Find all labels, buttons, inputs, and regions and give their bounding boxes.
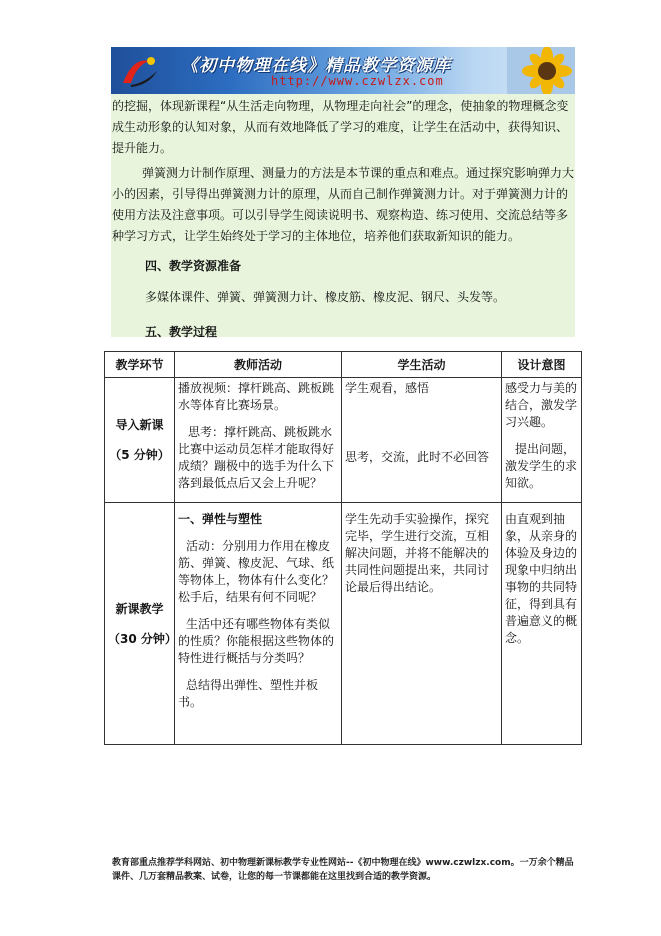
intent-cell [502, 378, 582, 503]
header-student: 学生活动 [342, 352, 502, 378]
table-header-row [105, 352, 582, 378]
intent-cell [502, 503, 582, 745]
section-5-heading: 五、教学过程 [145, 325, 218, 339]
intro-paragraph-2: 弹簧测力计制作原理、测量力的方法是本节课的重点和难点。通过探究影响弹力大小的因素，引导得出弹簧测力计的原理，从而自己制作弹簧测力计。对于弹簧测力计的使用方法及注意事项。可以引导学生阅读说明书、观察构造、练习使用、交流总结等多种学习方式，让学生始终处于学习的主体地位，培养他们获取新知识的能力。 [112, 166, 575, 243]
student-text: 学生先动手实验操作，探究完毕，学生进行交流，互相解决问题，并将不能解决的共同性问题提出来，共同讨论最后得出结论。 [345, 512, 490, 594]
banner-title: 《初中物理在线》精品教学资源库 [181, 56, 451, 76]
intent-text: 感受力与美的结合，激发学习兴趣。 [505, 381, 578, 429]
segment-time: （5 分钟） [109, 448, 170, 462]
banner-url[interactable]: http://www.czwlzx.com [271, 74, 444, 88]
teacher-text: 活动：分别用力作用在橡皮筋、弹簧、橡皮泥、气球、纸等物体上，物体有什么变化？松手后，结果有何不同呢？ [178, 539, 335, 604]
resources-text: 多媒体课件、弹簧、弹簧测力计、橡皮筋、橡皮泥、钢尺、头发等。 [145, 290, 506, 304]
teacher-text: 总结得出弹性、塑性并板书。 [178, 678, 319, 709]
teacher-cell [175, 503, 342, 745]
teacher-text: 播放视频：撑杆跳高、跳板跳水等体育比赛场景。 [178, 381, 335, 412]
student-cell [342, 378, 502, 503]
teacher-cell [175, 378, 342, 503]
table-row [105, 503, 582, 745]
header-segment: 教学环节 [105, 352, 175, 378]
sunflower-icon [507, 47, 575, 94]
section-4-heading: 四、教学资源准备 [145, 259, 242, 273]
site-banner [111, 47, 575, 94]
segment-time: （30 分钟） [108, 631, 177, 646]
site-logo-icon [119, 53, 161, 89]
intent-text: 提出问题，激发学生的求知欲。 [505, 442, 578, 490]
segment-cell [105, 503, 175, 745]
table-row [105, 378, 582, 503]
student-cell [342, 503, 502, 745]
student-text: 学生观看，感悟 [345, 381, 430, 395]
segment-label: 新课教学 [115, 601, 164, 616]
teaching-process-table [104, 351, 582, 745]
segment-cell [105, 378, 175, 503]
intent-text: 由直观到抽象，从亲身的体验及身边的现象中归纳出事物的共同特征，得到具有普遍意义的概念。 [505, 512, 578, 645]
header-teacher: 教师活动 [175, 352, 342, 378]
student-text: 思考，交流，此时不必回答 [345, 450, 490, 464]
intro-paragraph-1: 的挖掘，体现新课程“从生活走向物理，从物理走向社会”的理念，使抽象的物理概念变成生动形象的认知对象，从而有效地降低了学习的难度，让学生在活动中，获得知识、提升能力。 [112, 99, 569, 155]
segment-label: 导入新课 [115, 418, 164, 432]
teacher-text: 思考：撑杆跳高、跳板跳水比赛中运动员怎样才能取得好成绩？蹦极中的选手为什么下落到最低点后又会上升呢？ [178, 425, 335, 490]
teacher-subtitle: 一、弹性与塑性 [178, 512, 263, 526]
footer-text: 教育部重点推荐学科网站、初中物理新课标教学专业性网站--《初中物理在线》www.czwlzx.com。一万余个精品课件、几万套精品教案、试卷，让您的每一节课都能在这里找到合适的教学资源。 [112, 858, 574, 882]
header-intent: 设计意图 [502, 352, 582, 378]
teacher-text: 生活中还有哪些物体有类似的性质？你能根据这些物体的特性进行概括与分类吗？ [178, 617, 335, 665]
